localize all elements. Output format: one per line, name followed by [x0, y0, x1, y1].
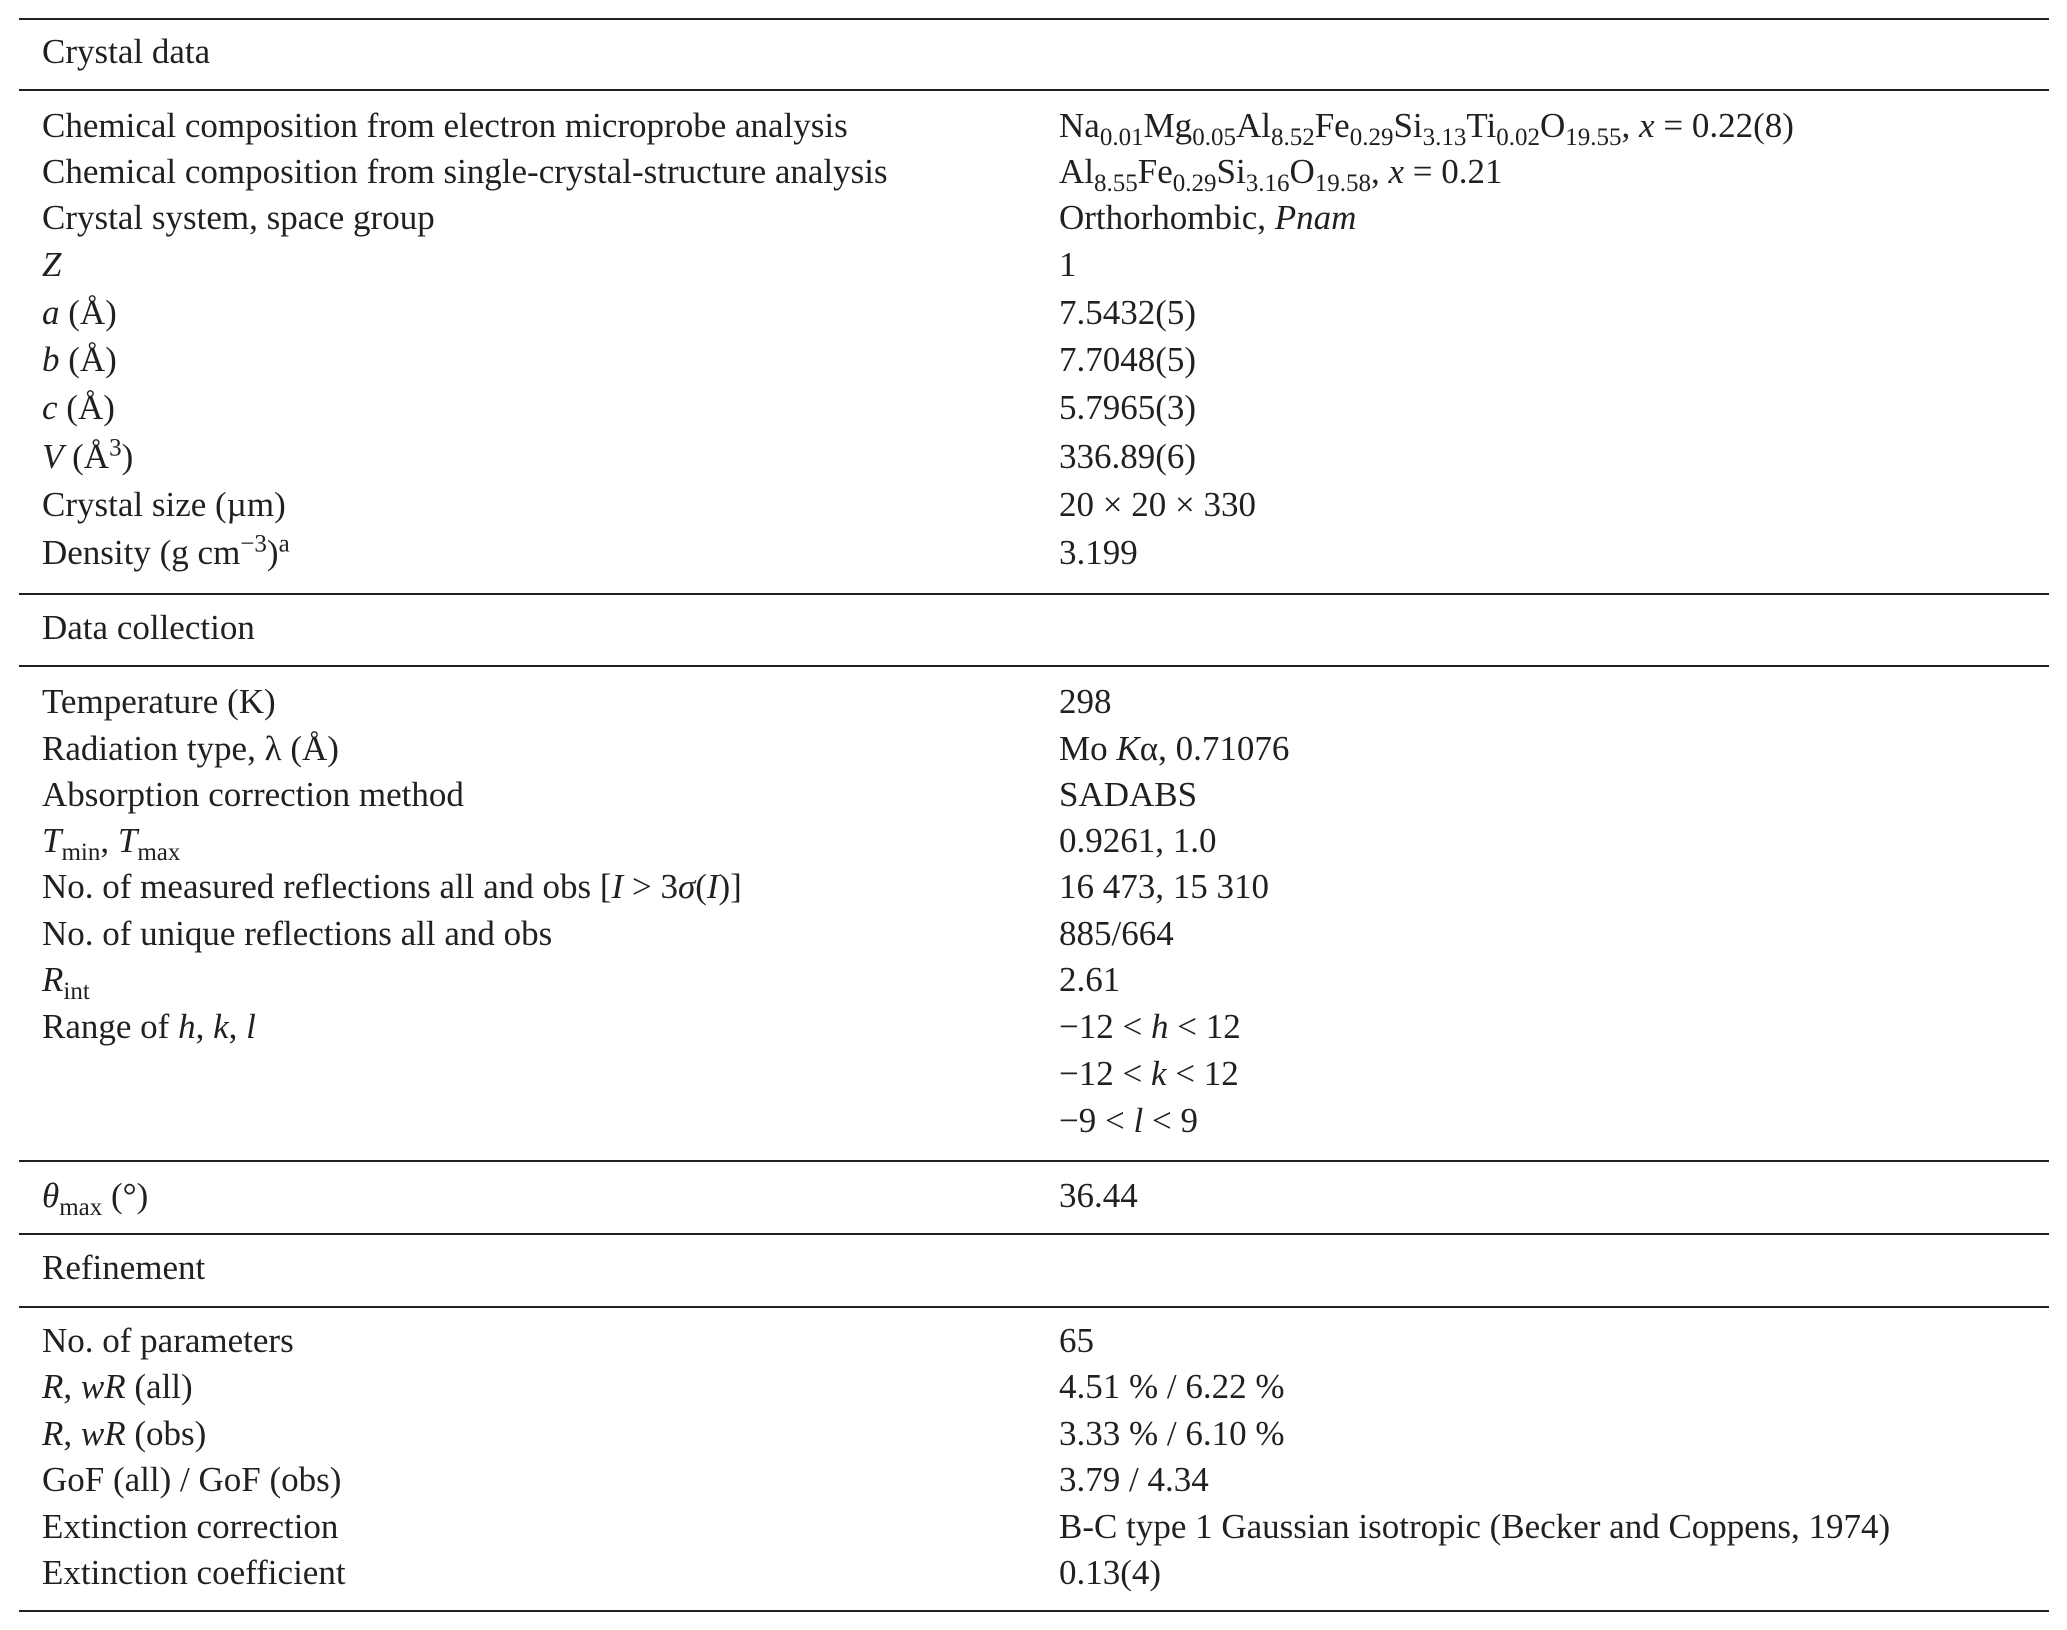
section-rule — [19, 1233, 2049, 1235]
subscript: 3.16 — [1245, 170, 1290, 197]
row-label-z: Z — [42, 245, 62, 284]
row-label-crystal-system: Crystal system, space group — [42, 198, 435, 237]
row-label-extinction-correction: Extinction correction — [42, 1507, 339, 1546]
section-heading-refinement: Refinement — [42, 1248, 206, 1287]
space-group: Pnam — [1274, 198, 1357, 237]
subscript: 0.02 — [1496, 124, 1541, 151]
row-value-c: 5.7965(3) — [1059, 388, 1197, 427]
row-label-crystal-size: Crystal size (µm) — [42, 485, 286, 524]
row-value-r-wr-all: 4.51 % / 6.22 % — [1059, 1367, 1285, 1406]
row-value-range-k: −12 < k < 12 — [1059, 1054, 1239, 1093]
section-rule — [19, 593, 2049, 595]
row-value-absorption: SADABS — [1059, 775, 1198, 814]
subscript: 0.29 — [1349, 124, 1394, 151]
subscript: 0.05 — [1192, 124, 1236, 151]
crystal-system: Orthorhombic, — [1059, 198, 1267, 237]
header-rule — [19, 1306, 2049, 1308]
row-label-v: V $(Å^3)$ — [42, 434, 134, 476]
row-value-v: 336.89(6) — [1059, 437, 1197, 476]
row-value-theta-max: 36.44 — [1059, 1176, 1138, 1215]
row-label-density: Density (g $cm^{-3})^a$ — [42, 530, 290, 572]
row-label-measured-reflections: No. of measured reflections all and obs [I > 3σ(I)] — [42, 867, 742, 906]
row-label-rint: $R_{int}$ — [42, 960, 90, 1005]
subscript: 0.01 — [1099, 124, 1144, 151]
row-label-tmin-tmax: $T_{min}$, $T_{max}$ — [42, 821, 181, 866]
row-label-extinction-coefficient: Extinction coefficient — [42, 1553, 346, 1592]
subscript: 19.55 — [1565, 124, 1622, 151]
row-value-crystal-size: 20 × 20 × 330 — [1059, 485, 1256, 524]
row-value-a: 7.5432(5) — [1059, 293, 1197, 332]
row-value-rint: 2.61 — [1059, 960, 1121, 999]
row-value-unique-reflections: 885/664 — [1059, 914, 1174, 953]
row-label-composition-epma: Chemical composition from electron microprobe analysis — [42, 106, 848, 145]
row-value-b: 7.7048(5) — [1059, 340, 1197, 379]
x-value: 0.21 — [1441, 152, 1503, 191]
section-rule — [19, 1160, 2049, 1162]
row-label-temperature: Temperature (K) — [42, 682, 276, 721]
row-value-density: 3.199 — [1059, 533, 1138, 572]
row-label-parameters: No. of parameters — [42, 1321, 294, 1360]
row-label-absorption: Absorption correction method — [42, 775, 464, 814]
footnote-marker: a — [278, 530, 290, 558]
subscript: 19.58 — [1314, 170, 1371, 197]
row-value-r-wr-obs: 3.33 % / 6.10 % — [1059, 1414, 1285, 1453]
header-rule — [19, 665, 2049, 667]
row-label-radiation: Radiation type, λ (Å) — [42, 729, 339, 768]
row-label-gof: GoF (all) / GoF (obs) — [42, 1460, 342, 1499]
row-label-composition-scsa: Chemical composition from single-crystal-structure analysis — [42, 152, 888, 191]
row-value-gof: 3.79 / 4.34 — [1059, 1460, 1209, 1499]
section-heading-crystal-data: Crystal data — [42, 32, 211, 71]
row-label-theta-max: $\theta_{max}$ (°) — [42, 1176, 149, 1221]
subscript: 8.55 — [1094, 170, 1138, 197]
row-value-composition-epma: $Na_{0.01}Mg_{0.05}Al_{8.52}Fe_{0.29}Si_{3.13}Ti_{0.02}O_{19.55}$, x = 0.22(8) — [1059, 106, 1794, 151]
row-value-radiation: Mo Kα, 0.71076 — [1059, 729, 1290, 768]
row-label-c: c (Å) — [42, 388, 115, 427]
row-label-r-wr-obs: R, wR (obs) — [42, 1414, 207, 1453]
subscript: 0.29 — [1172, 170, 1217, 197]
row-value-extinction-correction: B-C type 1 Gaussian isotropic (Becker and Coppens, 1974) — [1059, 1507, 1891, 1546]
row-value-range-l: −9 < l < 9 — [1059, 1101, 1198, 1140]
row-label-a: a (Å) — [42, 293, 117, 332]
row-value-measured-reflections: 16 473, 15 310 — [1059, 867, 1269, 906]
table-bottom-rule — [19, 1610, 2049, 1612]
row-value-temperature: 298 — [1059, 682, 1112, 721]
row-label-unique-reflections: No. of unique reflections all and obs — [42, 914, 553, 953]
row-value-extinction-coefficient: 0.13(4) — [1059, 1553, 1162, 1592]
table-top-rule — [19, 18, 2049, 20]
subscript: 8.52 — [1270, 124, 1315, 151]
row-label-range-hkl: Range of h, k, l — [42, 1007, 256, 1046]
row-label-r-wr-all: R, wR (all) — [42, 1367, 193, 1406]
row-value-crystal-system — [1059, 195, 1356, 241]
row-value-range-h: −12 < h < 12 — [1059, 1007, 1241, 1046]
row-label-b: b (Å) — [42, 340, 117, 379]
row-value-z: 1 — [1059, 245, 1077, 284]
header-rule — [19, 89, 2049, 91]
x-value: 0.22(8) — [1691, 106, 1794, 145]
row-value-parameters: 65 — [1059, 1321, 1094, 1360]
section-heading-data-collection: Data collection — [42, 608, 255, 647]
row-value-composition-scsa: $Al_{8.55}Fe_{0.29}Si_{3.16}O_{19.58}$, x = 0.21 — [1059, 152, 1503, 197]
row-value-tmin-tmax: 0.9261, 1.0 — [1059, 821, 1217, 860]
subscript: 3.13 — [1422, 124, 1467, 151]
